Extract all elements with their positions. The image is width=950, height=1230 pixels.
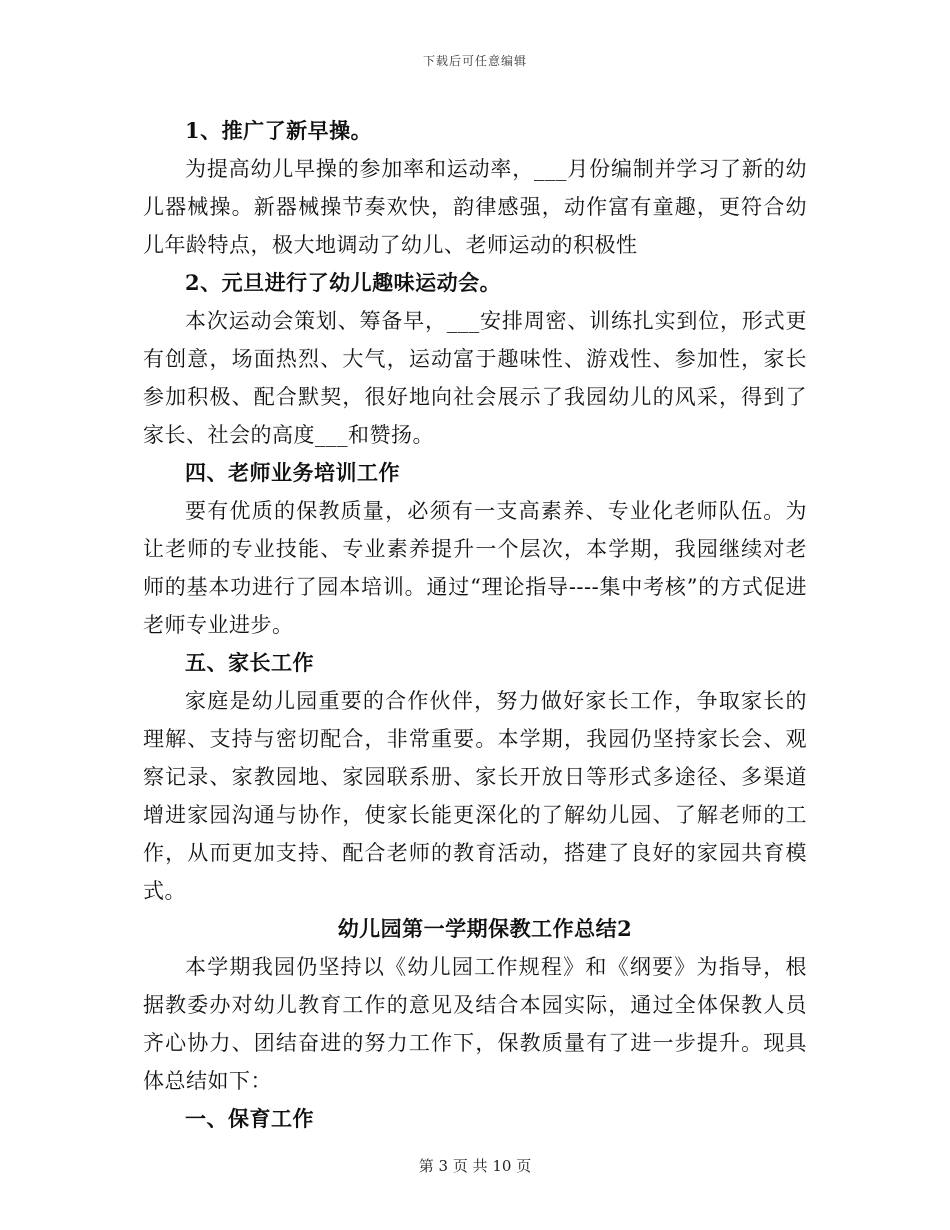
document-title-summary-2: 幼儿园第一学期保教工作总结2	[337, 916, 633, 941]
section-heading-parent-work: 五、家长工作	[185, 650, 314, 675]
section-heading-sports-meet: 2、元旦进行了幼儿趣味运动会。	[185, 270, 502, 295]
section-heading-care-work: 一、保育工作	[185, 1106, 314, 1131]
paragraph-summary-intro: 本学期我园仍坚持以《幼儿园工作规程》和《纲要》为指导，根据教委办对幼儿教育工作的意见及结合本园实际，通过全体保教人员齐心协力、团结奋进的努力工作下，保教质量有了进一步提升。现具体总结如下：	[143, 955, 807, 1093]
section-heading-teacher-training: 四、老师业务培训工作	[185, 460, 400, 485]
section-heading-new-morning-exercise: 1、推广了新早操。	[185, 118, 373, 143]
paragraph-morning-exercise: 为提高幼儿早操的参加率和运动率，___月份编制并学习了新的幼儿器械操。新器械操节奏欢快，韵律感强，动作富有童趣，更符合幼儿年龄特点，极大地调动了幼儿、老师运动的积极性	[143, 157, 807, 257]
paragraph-parent-work: 家庭是幼儿园重要的合作伙伴，努力做好家长工作，争取家长的理解、支持与密切配合，非常重要。本学期，我园仍坚持家长会、观察记录、家教园地、家园联系册、家长开放日等形式多途径、多渠道增进家园沟通与协作，使家长能更深化的了解幼儿园、了解老师的工作，从而更加支持、配合老师的教育活动，搭建了良好的家园共育模式。	[143, 689, 807, 903]
document-body	[143, 112, 807, 1138]
page-number-footer: 第 3 页 共 10 页	[418, 1157, 532, 1175]
header-note: 下载后可任意编辑	[422, 54, 527, 68]
paragraph-sports-meet: 本次运动会策划、筹备早，___安排周密、训练扎实到位，形式更有创意，场面热烈、大气，运动富于趣味性、游戏性、参加性，家长参加积极、配合默契，很好地向社会展示了我园幼儿的风采，得到了家长、社会的高度___和赞扬。	[143, 309, 807, 447]
paragraph-teacher-training: 要有优质的保教质量，必须有一支高素养、专业化老师队伍。为让老师的专业技能、专业素养提升一个层次，本学期，我园继续对老师的基本功进行了园本培训。通过“理论指导----集中考核”的方式促进老师专业进步。	[143, 499, 807, 637]
